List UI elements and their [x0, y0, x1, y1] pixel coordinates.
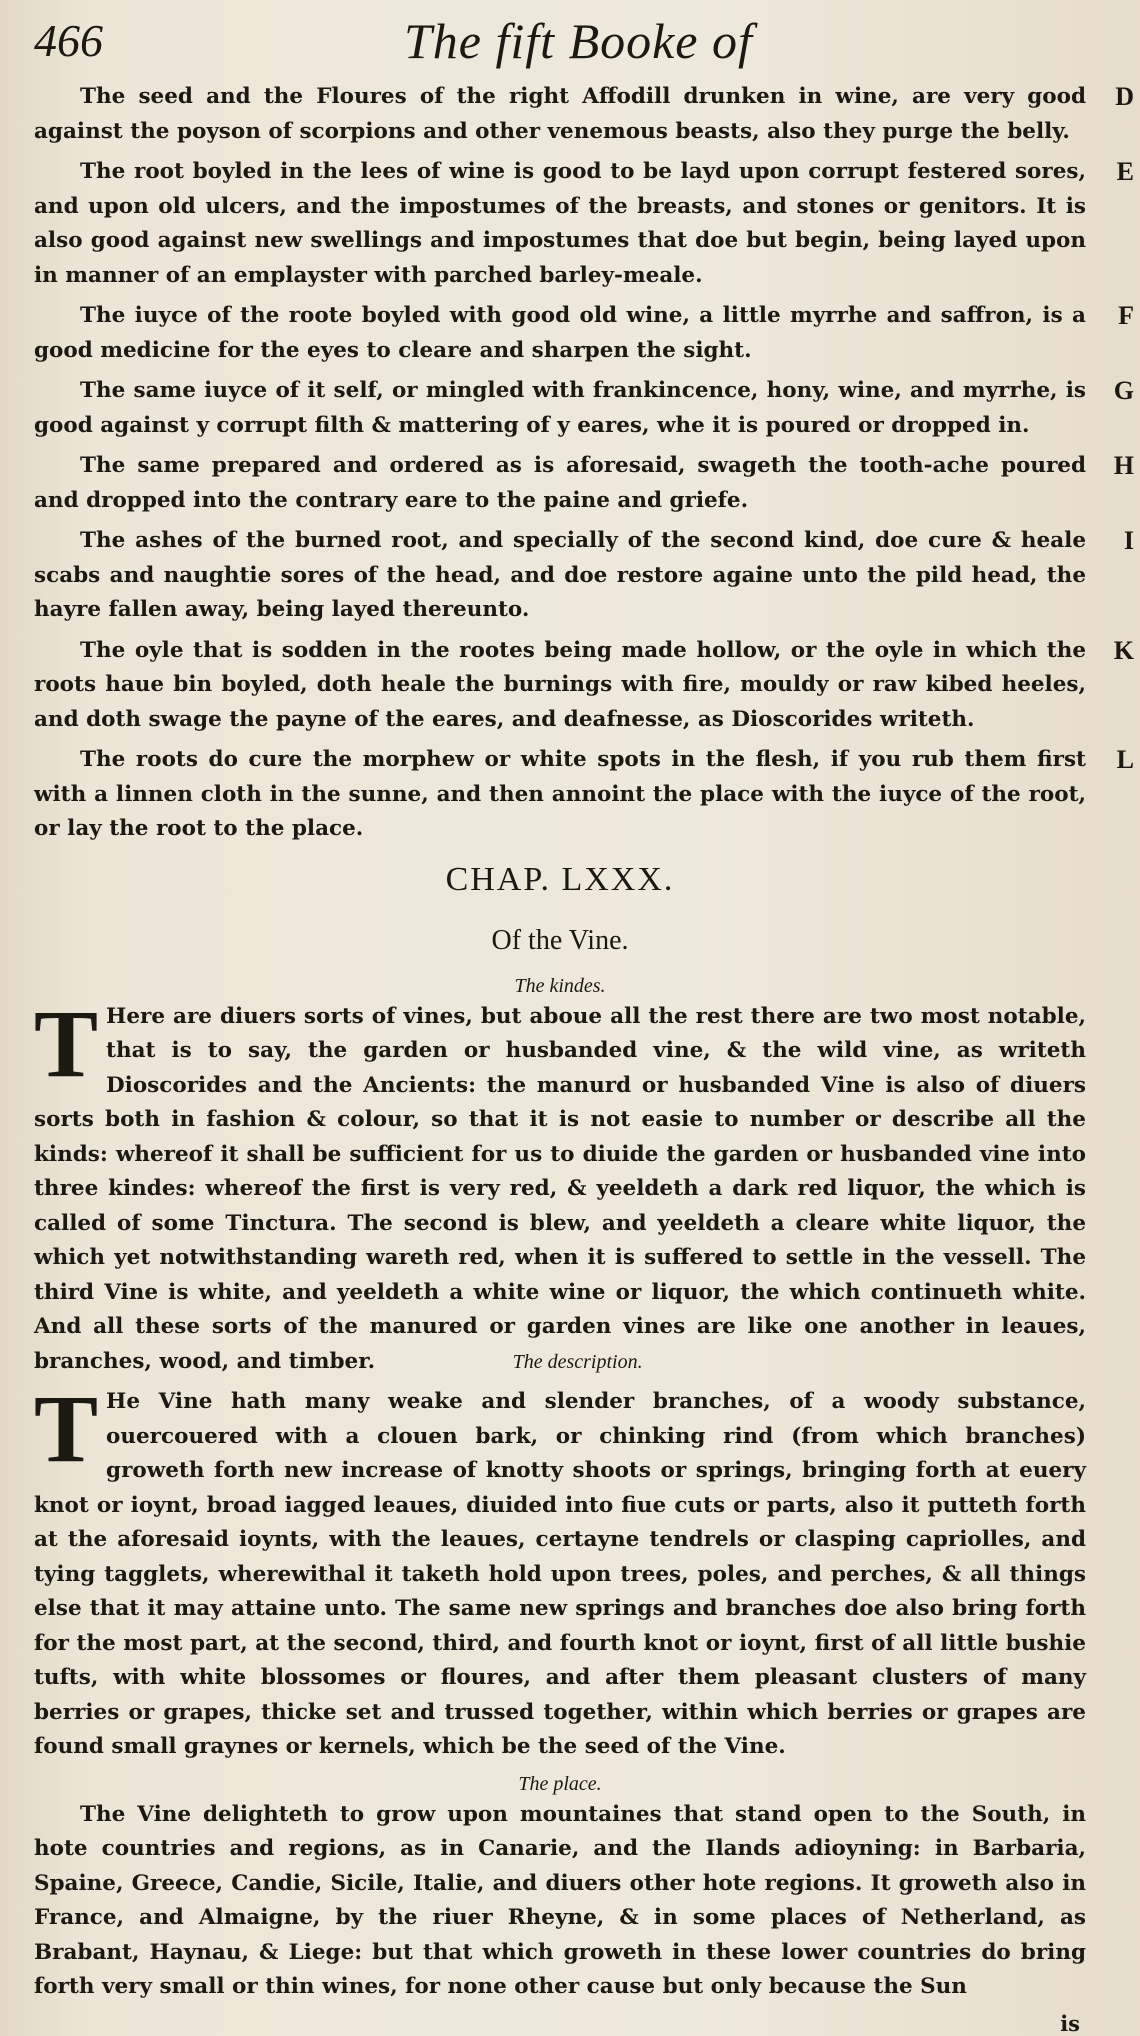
margin-letter: I — [1123, 526, 1134, 555]
paragraph — [34, 374, 1134, 443]
chapter-heading: CHAP. LXXX. — [445, 860, 675, 898]
running-title: The fift Booke of — [404, 13, 753, 69]
paragraph — [34, 524, 1134, 628]
paragraph-text: The same prepared and ordered as is aforesaid, swageth the tooth-ache poured and dropped into the contrary eare to the paine and griefe. — [34, 453, 1086, 513]
margin-letter: L — [1116, 745, 1134, 774]
paragraph-text: The ashes of the burned root, and specially of the second kind, doe cure & heale scabs and naughtie sores of the head, and doe restore againe unto the pild head, the hayre fallen away, being layed thereunto. — [34, 528, 1086, 622]
paragraph — [34, 449, 1134, 518]
paragraph-text: The oyle that is sodden in the rootes being made hollow, or the oyle in which the roots haue bin boyled, doth heale the burnings with fire, mouldy or raw kibed heeles, and doth swage the payne of the eares, and deafnesse, as Dioscorides writeth. — [34, 637, 1086, 732]
page-number: 466 — [34, 15, 103, 66]
margin-letter: F — [1118, 301, 1134, 330]
paragraph-text: The same iuyce of it self, or mingled with frankincence, hony, wine, and myrrhe, is good against y corrupt filth & mattering of y eares, whe it is poured or dropped in. — [34, 378, 1086, 438]
page-header — [34, 6, 1080, 76]
paragraph — [34, 80, 1134, 149]
place-paragraph — [34, 1798, 1086, 2005]
paragraph-text: The iuyce of the roote boyled with good old wine, a little myrrhe and saffron, is a good medicine for the eyes to cleare and sharpen the sight. — [34, 303, 1086, 363]
kinds-text: Here are diuers sorts of vines, but aboue all the rest there are two most notable, that is to say, the garden or husbanded vine, & the wild vine, as writeth Dioscorides and the Ancients: the manurd or husbanded Vine is also of diuers sorts both in fashion & colour, so that it is not easie to number or describe all the kinds: whereof it shall be sufficient for us to diuide the garden or husbanded vine into three kindes: whereof the first is very red, & yeeldeth a dark red liquor, the which is called of some Tinctura. The second is blew, and yeeldeth a cleare white liquor, the which yet notwithstanding wareth red, when it is suffered to settle in the vessell. The third Vine is white, and yeeldeth a white wine or liquor, the which continueth white. And all these sorts of the manured or garden vines are like one another in leaues, branches, wood, and timber. — [34, 1003, 1086, 1374]
paragraph-text: The seed and the Floures of the right Affodill drunken in wine, are very good against the poyson of scorpions and other venemous beasts, also they purge the belly. — [34, 84, 1086, 144]
catchword: is — [1060, 2011, 1080, 2036]
margin-letter: H — [1113, 451, 1134, 480]
kinds-paragraph — [34, 989, 1086, 1380]
place-text: The Vine delighteth to grow upon mountaines that stand open to the South, in hote countries and regions, as in Canarie, and the Ilands adioyning: in Barbaria, Spaine, Greece, Candie, Sicile, Italie, and diuers other hote regions. It groweth also in France, and Almaigne, by the riuer Rheyne, & in some places of Netherland, as Brabant, Haynau, & Liege: but that which groweth in these lower countries do bring forth very small or thin wines, for none other cause but only because the Sun — [34, 1801, 1086, 1999]
page-body — [34, 80, 1134, 2011]
section-heading-kinds: The kindes. — [514, 974, 606, 997]
description-paragraph — [34, 1375, 1086, 1765]
paragraph-text: The roots do cure the morphew or white spots in the flesh, if you rub them first with a linnen cloth in the sunne, and then annoint the place with the iuyce of the root, or lay the root to the place. — [34, 747, 1086, 841]
drop-cap: T — [34, 989, 99, 1097]
chapter-title: Of the Vine. — [491, 924, 629, 956]
paragraph — [34, 634, 1134, 738]
margin-letter: D — [1115, 82, 1134, 111]
paragraph — [34, 743, 1134, 847]
paragraph-text: The root boyled in the lees of wine is good to be layd upon corrupt festered sores, and upon old ulcers, and the impostumes of the breasts, and stones or genitors. It is also good against new swellings and impostumes that doe but begin, being layed upon in manner of an emplayster with parched barley-meale. — [34, 159, 1086, 288]
margin-letter: E — [1116, 157, 1134, 186]
section-heading-description: The description. — [512, 1350, 643, 1373]
margin-letter: G — [1113, 376, 1134, 405]
description-text: He Vine hath many weake and slender branches, of a woody substance, ouercouered with a clouen bark, or chinking rind (from which branches) groweth forth new increase of knotty shoots or springs, bringing forth at euery knot or ioynt, broad iagged leaues, diuided into fiue cuts or parts, also it putteth forth at the aforesaid ioynts, with the leaues, certayne tendrels or clasping capriolles, and tying tagglets, wherewithal it taketh hold upon trees, poles, and perches, & all things else that it may attaine unto. The same new springs and branches doe also bring forth for the most part, at the second, third, and fourth knot or ioynt, first of all little bushie tufts, with white blossomes or floures, and after them pleasant clusters of many berries or grapes, thicke set and trussed together, within which berries or grapes are found small graynes or kernels, which be the seed of the Vine. — [34, 1389, 1086, 1759]
paragraph — [34, 155, 1134, 293]
section-heading-place: The place. — [518, 1772, 602, 1795]
top-paragraphs — [34, 80, 1134, 847]
margin-letter: K — [1113, 635, 1134, 665]
paragraph — [34, 299, 1134, 368]
drop-cap: T — [34, 1375, 99, 1482]
